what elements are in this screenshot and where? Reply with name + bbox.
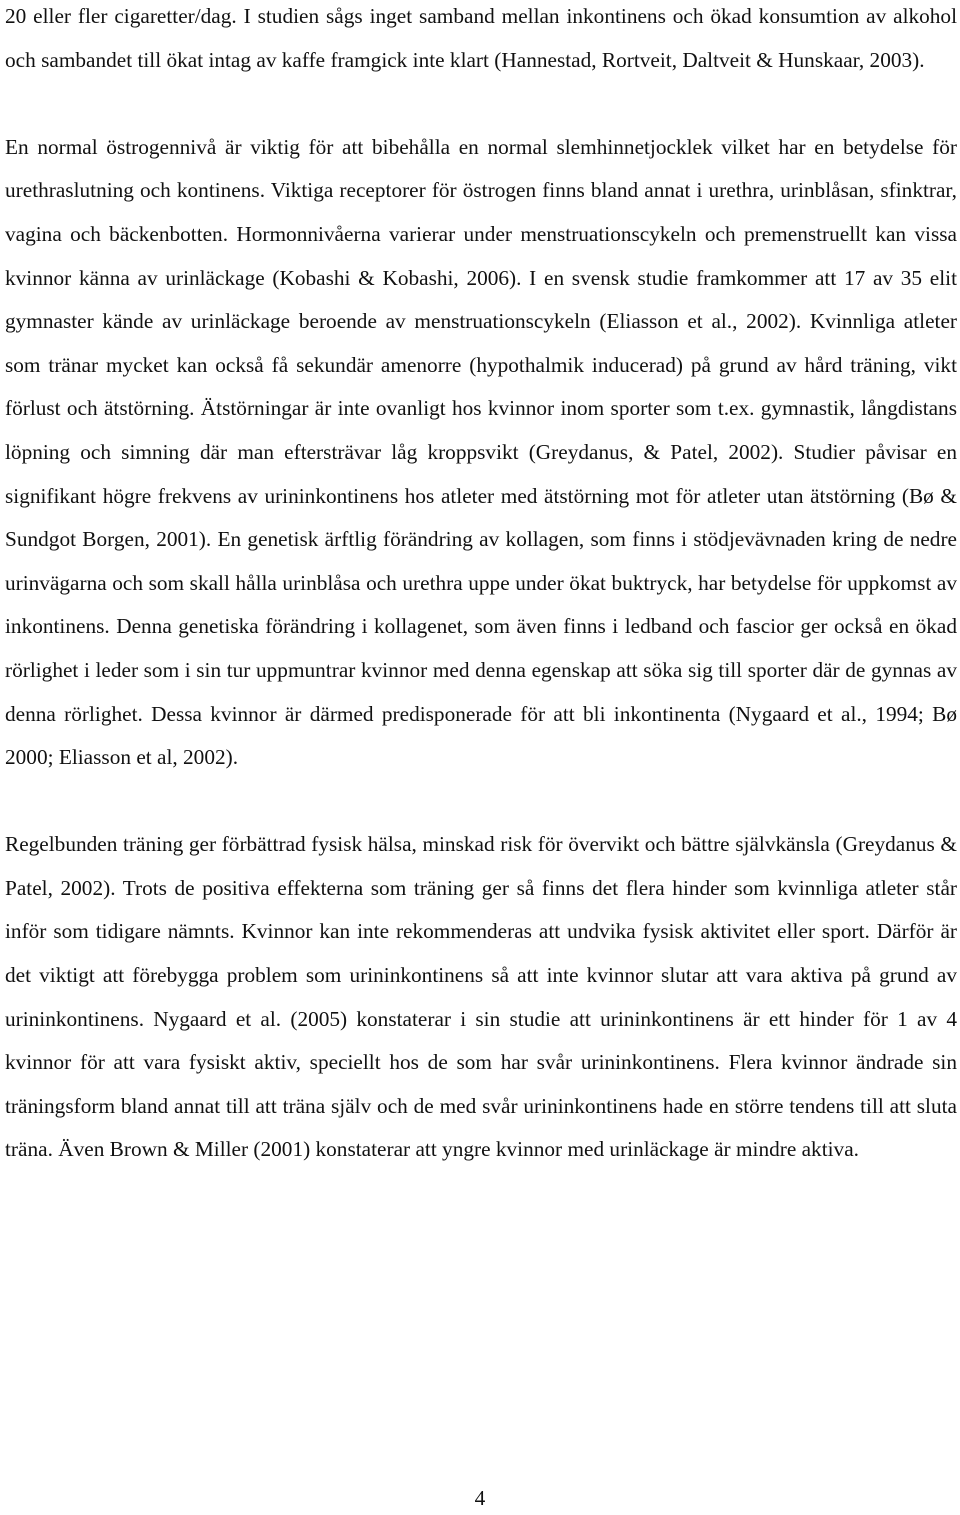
page-number: 4 xyxy=(474,1486,486,1510)
document-page xyxy=(5,0,957,1172)
paragraph-1: 20 eller fler cigaretter/dag. I studien sågs inget samband mellan inkontinens och ökad konsumtion av alkohol och sambandet till ökat intag av kaffe framgick inte klart (Hannestad, Rortveit, Daltveit & Hunskaar, 2003). xyxy=(5,4,957,72)
paragraph-3: Regelbunden träning ger förbättrad fysisk hälsa, minskad risk för övervikt och bättre självkänsla (Greydanus & Patel, 2002). Trots de positiva effekterna som träning ger så finns det flera hinder som kvinnliga atleter står inför som tidigare nämnts. Kvinnor kan inte rekommenderas att undvika fysisk aktivitet eller sport. Därför är det viktigt att förebygga problem som urininkontinens så att inte kvinnor slutar att vara aktiva på grund av urininkontinens. Nygaard et al. (2005) konstaterar i sin studie att urininkontinens är ett hinder för 1 av 4 kvinnor för att vara fysiskt aktiv, speciellt hos de som har svår urininkontinens. Flera kvinnor ändrade sin träningsform bland annat till att träna själv och de med svår urininkontinens hade en större tendens till att sluta träna. Även Brown & Miller (2001) konstaterar att yngre kvinnor med urinläckage är mindre aktiva. xyxy=(5,832,957,1162)
paragraph-2: En normal östrogennivå är viktig för att bibehålla en normal slemhinnetjocklek vilket har en betydelse för urethraslutning och kontinens. Viktiga receptorer för östrogen finns bland annat i urethra, urinblåsan, sfinktrar, vagina och bäckenbotten. Hormonnivåerna varierar under menstruationscykeln och premenstruellt kan vissa kvinnor känna av urinläckage (Kobashi & Kobashi, 2006). I en svensk studie framkommer att 17 av 35 elit gymnaster kände av urinläckage beroende av menstruationscykeln (Eliasson et al., 2002). Kvinnliga atleter som tränar mycket kan också få sekundär amenorre (hypothalmik inducerad) på grund av hård träning, vikt förlust och ätstörning. Ätstörningar är inte ovanligt hos kvinnor inom sporter som t.ex. gymnastik, långdistans löpning och simning där man eftersträvar låg kroppsvikt (Greydanus, & Patel, 2002). Studier påvisar en signifikant högre frekvens av urininkontinens hos atleter med ätstörning mot för atleter utan ätstörning (Bø & Sundgot Borgen, 2001). En genetisk ärftlig förändring av kollagen, som finns i stödjevävnaden kring de nedre urinvägarna och som skall hålla urinblåsa och urethra uppe under ökat buktryck, har betydelse för uppkomst av inkontinens. Denna genetiska förändring i kollagenet, som även finns i ledband och fascior ger också en ökad rörlighet i leder som i sin tur uppmuntrar kvinnor med denna egenskap att söka sig till sporter där de gynnas av denna rörlighet. Dessa kvinnor är därmed predisponerade för att bli inkontinenta (Nygaard et al., 1994; Bø 2000; Eliasson et al, 2002). xyxy=(5,134,957,770)
